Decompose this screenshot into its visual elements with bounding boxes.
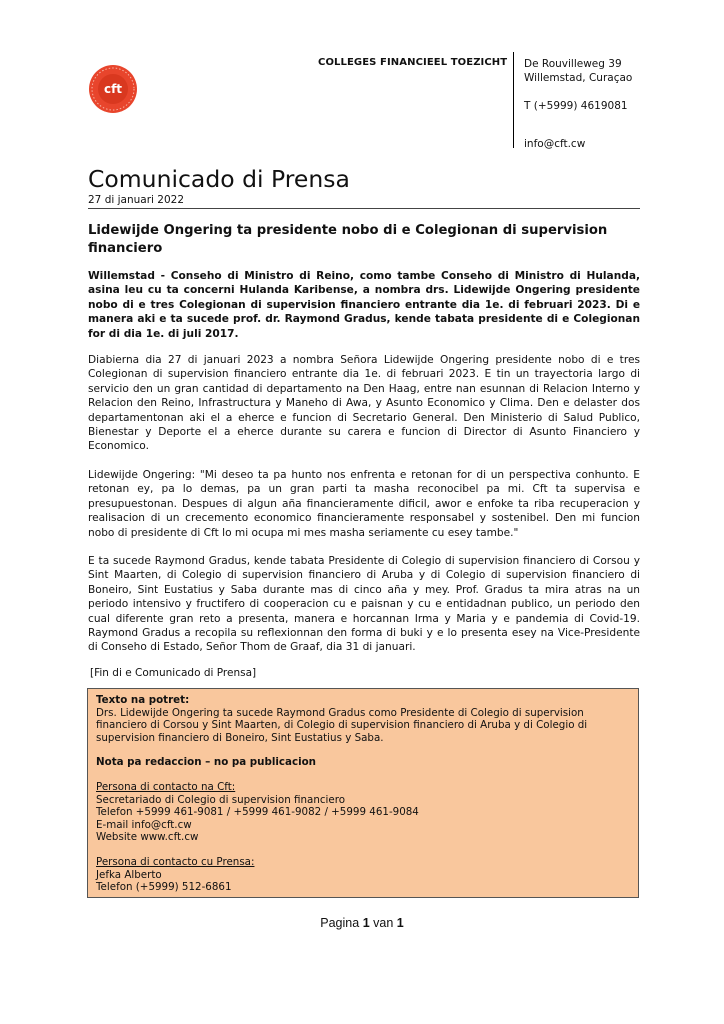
page-number: 1 [362,916,370,930]
organization-name: COLLEGES FINANCIEEL TOEZICHT [318,57,508,68]
address-city: Willemstad, Curaçao [524,72,633,84]
editorial-note: Nota pa redaccion – no pa publicacion [96,756,317,769]
van-word: van [373,916,394,930]
release-date: 27 di januari 2022 [88,194,185,206]
lead-paragraph: Willemstad - Conseho di Ministro di Reino, como tambe Conseho di Ministro di Hulanda, asina leu cu ta concerni Hulanda Karibense, a nombra drs. Lidewijde Ongering presidente nobo di e tres Colegionan di supervision financiero entrante dia 1e. di februari 2023. Di e manera aki e ta sucede prof. dr. Raymond Gradus, kende tabata presidente di e Colegionan for di dia 1e. di juli 2017. [88,270,640,340]
total-pages: 1 [396,916,404,930]
body-paragraph-3: E ta sucede Raymond Gradus, kende tabata Presidente di Colegio di supervision financiero di Corsou y Sint Maarten, di Colegio di supervision financiero di Aruba y di Colegio di supervision financiero di Boneiro, Sint Eustatius y Saba durante mas di cinco aña y mey. Prof. Gradus ta mira atras na un periodo intensivo y fructifero di cooperacion cu e paisnan y cu e entidadnan publico, un periodo den cual diferente gran reto a presenta, manera e horcannan Irma y Maria y e pandemia di Covid-19. Raymond Gradus a recopila su reflexionnan den forma di buki y e lo presenta esey na Vice-Presidente di Conseho di Estado, Señor Thom de Graaf, dia 31 di januari. [88,555,640,654]
header-divider [513,52,514,148]
contact-phone: Telefon +5999 461-9081 / +5999 461-9082 / +5999 461-9084 [96,806,419,819]
page-footer [0,916,724,930]
caption-text: Drs. Lidewijde Ongering ta sucede Raymond Gradus como Presidente di Colegio di supervision financiero di Corsou y Sint Maarten, di Colegio di supervision financiero di Aruba y di Colegio di supervision financiero di Boneiro, Sint Eustatius y Saba. [96,706,588,744]
body-paragraph-1: Diabierna dia 27 di januari 2023 a nombra Señora Lidewijde Ongering presidente nobo di e tres Colegionan di supervision financiero entrante dia 1e. di februari 2023. E tin un trayectoria largo di servicio den un gran cantidad di departamento na Den Haag, entre nan esunnan di Relacion Interno y Relacion den Reino, Infrastructura y Maneho di Awa, y Asunto Economico y Clima. Den e delaster dos departamentonan aki el a eherce e funcion di Secretario General. Den Ministerio di Salud Publico, Bienestar y Deporte el a eherce durante su carera e funcion di Director di Asunto Financiero y Economico. [88,354,640,453]
body-paragraph-2: Lidewijde Ongering: "Mi deseo ta pa hunto nos enfrenta e retonan for di un perspectiva conhunto. E retonan ey, pa lo demas, pa un gran parti ta masha reconocibel pa mi. Cft ta supervisa e presupuestonan. Despues di algun aña financieramente dificil, awor e enfoke ta riba recuperacion y realisacion di un crecemento economico financieramente responsabel y sostenibel. Den mi funcion nobo di presidente di Cft lo mi ocupa mi mes masha seriamente cu esey tambe." [88,469,640,539]
contact-org: Secretariado di Colegio di supervision financiero [96,793,346,806]
contact-email: E-mail info@cft.cw [96,818,192,831]
contact-address-block [524,57,632,151]
contact-heading: Persona di contacto na Cft: [96,780,236,793]
logo-text: cft [103,82,123,96]
address-street: De Rouvilleweg 39 [524,58,622,70]
editorial-box [87,688,639,898]
headline: Lidewijde Ongering ta presidente nobo di e Colegionan di supervision financiero [88,223,608,256]
press-contact-phone: Telefon (+5999) 512-6861 [96,881,232,894]
contact-website: Website www.cft.cw [96,831,199,844]
cft-logo [88,64,138,114]
header-phone: T (+5999) 4619081 [524,100,628,112]
end-note: [Fin di e Comunicado di Prensa] [90,667,257,679]
header-email: info@cft.cw [524,138,586,150]
page-word: Pagina [320,916,360,930]
page-title: Comunicado di Prensa [88,165,350,193]
caption-title: Texto na potret: [96,694,190,706]
title-rule [88,208,640,209]
press-contact-heading: Persona di contacto cu Prensa: [96,855,255,868]
press-contact-name: Jefka Alberto [96,868,162,881]
